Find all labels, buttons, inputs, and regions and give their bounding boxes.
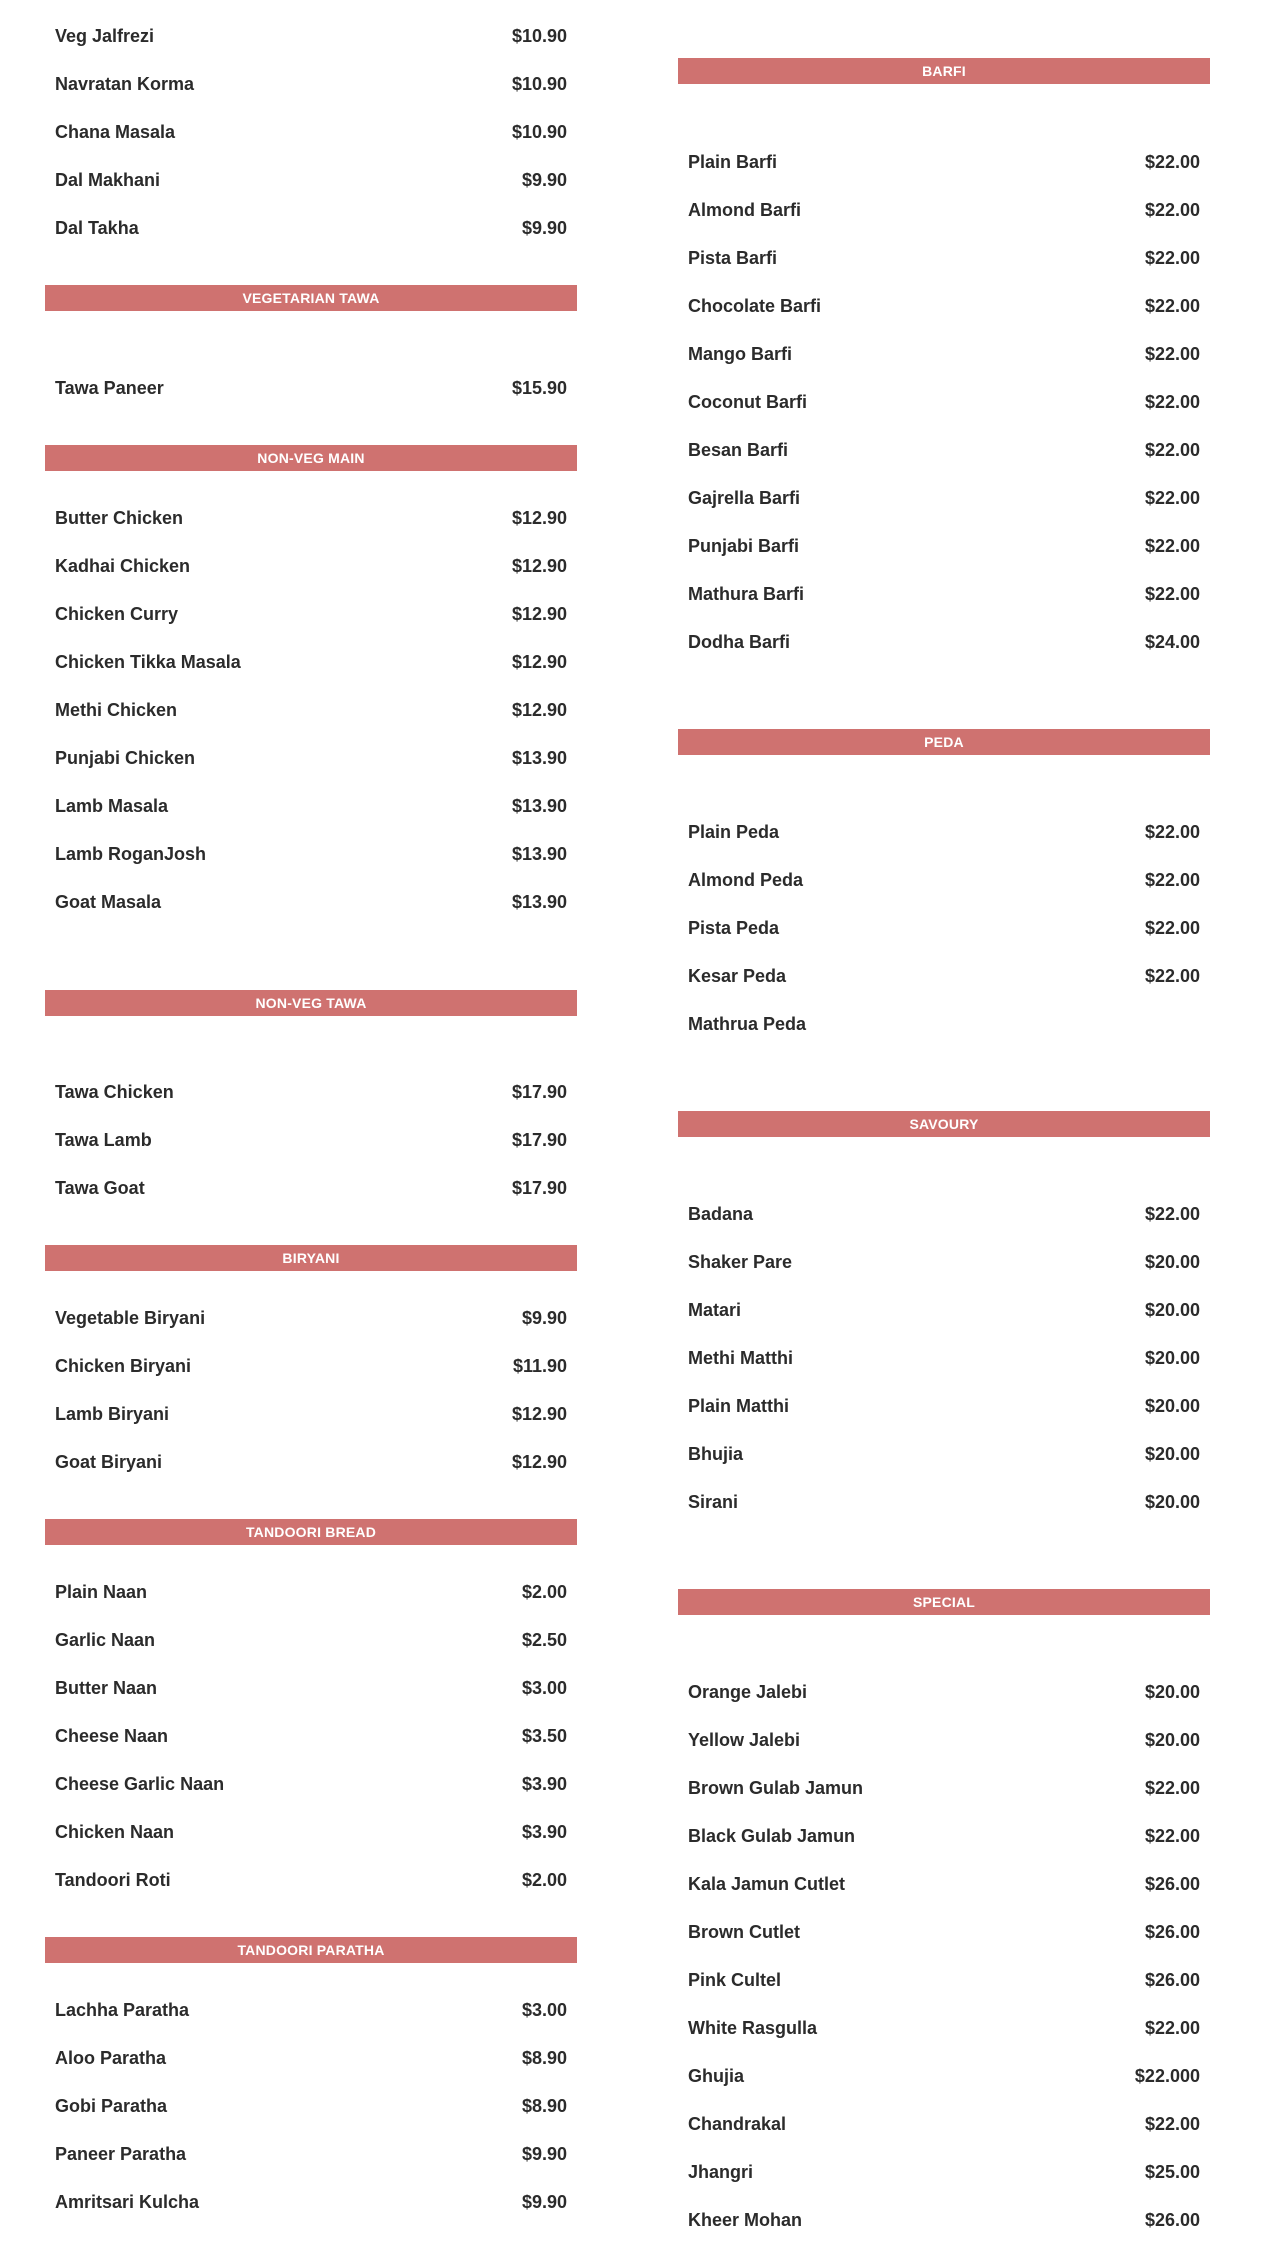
- menu-item-name: Mathrua Peda: [688, 1013, 807, 1034]
- menu-item-name: Dal Makhani: [55, 169, 161, 190]
- menu-item-price: $20.00: [1144, 1681, 1200, 1702]
- menu-item: [45, 1577, 577, 1607]
- menu-item-name: Chicken Biryani: [55, 1355, 192, 1376]
- menu-item-name: Lamb Biryani: [55, 1403, 170, 1424]
- menu-item-name: Kesar Peda: [688, 965, 787, 986]
- menu-item: [678, 1295, 1210, 1325]
- menu-item: [45, 1303, 577, 1333]
- menu-item: [678, 1821, 1210, 1851]
- menu-item-price: $12.90: [511, 651, 567, 672]
- menu-item: [45, 1399, 577, 1429]
- menu-item-name: Brown Gulab Jamun: [688, 1777, 864, 1798]
- section-header-peda: PEDA: [678, 729, 1210, 755]
- menu-item: [45, 887, 577, 917]
- menu-item-price: $22.00: [1144, 295, 1200, 316]
- menu-item: [45, 2187, 577, 2217]
- menu-item-price: $9.90: [521, 217, 567, 238]
- menu-item-price: $22.00: [1144, 487, 1200, 508]
- menu-item-name: Dodha Barfi: [688, 631, 791, 652]
- menu-item-name: Butter Chicken: [55, 507, 184, 528]
- menu-item: [678, 1773, 1210, 1803]
- section-header-savoury: SAVOURY: [678, 1111, 1210, 1137]
- menu-item: [45, 1769, 577, 1799]
- menu-item: [678, 1439, 1210, 1469]
- menu-item-name: Pink Cultel: [688, 1969, 782, 1990]
- menu-item: [45, 743, 577, 773]
- menu-item-name: Brown Cutlet: [688, 1921, 800, 1942]
- menu-item-price: $26.00: [1144, 1921, 1200, 1942]
- section-header-non-veg-tawa: NON-VEG TAWA: [45, 990, 577, 1016]
- menu-item: [45, 213, 577, 243]
- menu-item: [678, 147, 1210, 177]
- menu-item: [678, 1725, 1210, 1755]
- menu-item-price: $12.90: [511, 1403, 567, 1424]
- menu-item-price: $9.90: [521, 169, 567, 190]
- section-header-tandoori-paratha: TANDOORI PARATHA: [45, 1937, 577, 1963]
- menu-item-price: $2.50: [521, 1629, 567, 1650]
- menu-item-name: Punjabi Barfi: [688, 535, 800, 556]
- menu-item: [678, 1199, 1210, 1229]
- menu-item-name: Punjabi Chicken: [55, 747, 196, 768]
- menu-item-name: Badana: [688, 1203, 754, 1224]
- menu-item-price: $2.00: [521, 1581, 567, 1602]
- menu-item: [678, 865, 1210, 895]
- menu-item-name: Gobi Paratha: [55, 2095, 168, 2116]
- menu-item: [45, 1351, 577, 1381]
- menu-item: [678, 579, 1210, 609]
- menu-item-name: Coconut Barfi: [688, 391, 807, 412]
- menu-item: [45, 503, 577, 533]
- menu-item: [45, 2091, 577, 2121]
- menu-item-name: Garlic Naan: [55, 1629, 156, 1650]
- menu-item: [678, 1487, 1210, 1517]
- section-header-biryani: BIRYANI: [45, 1245, 577, 1271]
- menu-item-price: $12.90: [511, 603, 567, 624]
- menu-item-name: Goat Masala: [55, 891, 162, 912]
- menu-item-price: $22.00: [1144, 247, 1200, 268]
- menu-item: [45, 791, 577, 821]
- menu-item-name: Tandoori Roti: [55, 1869, 171, 1890]
- menu-item-price: $26.00: [1144, 1969, 1200, 1990]
- menu-item-name: Veg Jalfrezi: [55, 25, 155, 46]
- menu-item-price: $20.00: [1144, 1729, 1200, 1750]
- menu-item-name: Mango Barfi: [688, 343, 793, 364]
- menu-item: [45, 1625, 577, 1655]
- menu-item-name: Plain Naan: [55, 1581, 148, 1602]
- menu-item-name: Tawa Paneer: [55, 377, 164, 398]
- menu-item-price: $22.00: [1144, 343, 1200, 364]
- menu-item-price: $9.90: [521, 1307, 567, 1328]
- menu-item: [45, 2139, 577, 2169]
- menu-item-name: Black Gulab Jamun: [688, 1825, 856, 1846]
- menu-item-price: $10.90: [511, 25, 567, 46]
- menu-item: [678, 339, 1210, 369]
- menu-item-price: $22.00: [1144, 535, 1200, 556]
- menu-item-price: $22.00: [1144, 1203, 1200, 1224]
- menu-item: [45, 1817, 577, 1847]
- menu-item-name: Chicken Curry: [55, 603, 179, 624]
- section-header-vegetarian-tawa: VEGETARIAN TAWA: [45, 285, 577, 311]
- menu-item-name: Lachha Paratha: [55, 1999, 190, 2020]
- menu-item-name: Jhangri: [688, 2161, 754, 2182]
- menu-item-price: $2.00: [521, 1869, 567, 1890]
- menu-item-price: $22.00: [1144, 391, 1200, 412]
- menu-item-price: $13.90: [511, 843, 567, 864]
- menu-item: [678, 2157, 1210, 2187]
- menu-item-name: Butter Naan: [55, 1677, 158, 1698]
- menu-item: [678, 1869, 1210, 1899]
- menu-item: [678, 387, 1210, 417]
- menu-item: [45, 165, 577, 195]
- menu-item-price: $3.90: [521, 1773, 567, 1794]
- menu-item-name: Cheese Garlic Naan: [55, 1773, 225, 1794]
- menu-item-price: $22.00: [1144, 151, 1200, 172]
- menu-item-price: $22.00: [1144, 199, 1200, 220]
- menu-item-name: Navratan Korma: [55, 73, 195, 94]
- menu-item-price: $12.90: [511, 555, 567, 576]
- menu-item-price: $25.00: [1144, 2161, 1200, 2182]
- menu-item: [45, 1673, 577, 1703]
- menu-item: [45, 1173, 577, 1203]
- menu-item-name: Kala Jamun Cutlet: [688, 1873, 846, 1894]
- menu-item-price: $10.90: [511, 121, 567, 142]
- menu-item-name: Mathura Barfi: [688, 583, 805, 604]
- menu-item-price: $3.50: [521, 1725, 567, 1746]
- menu-item-name: White Rasgulla: [688, 2017, 818, 2038]
- menu-item-price: $15.90: [511, 377, 567, 398]
- menu-item-name: Methi Matthi: [688, 1347, 793, 1368]
- menu-item-price: $22.00: [1144, 917, 1200, 938]
- menu-item-name: Plain Matthi: [688, 1395, 790, 1416]
- menu-item-price: $9.90: [521, 2143, 567, 2164]
- menu-item-price: $22.00: [1144, 1777, 1200, 1798]
- menu-item: [678, 2013, 1210, 2043]
- menu-item: [45, 1447, 577, 1477]
- menu-item-name: Vegetable Biryani: [55, 1307, 206, 1328]
- menu-item: [45, 1721, 577, 1751]
- menu-item: [678, 1677, 1210, 1707]
- menu-item: [678, 627, 1210, 657]
- menu-item-price: $17.90: [511, 1081, 567, 1102]
- menu-item-price: $22.00: [1144, 821, 1200, 842]
- menu-item-price: $20.00: [1144, 1491, 1200, 1512]
- menu-item: [678, 1009, 1210, 1039]
- menu-item-price: $24.00: [1144, 631, 1200, 652]
- menu-item-price: $3.90: [521, 1821, 567, 1842]
- menu-item-name: Orange Jalebi: [688, 1681, 808, 1702]
- menu-item-price: $22.000: [1134, 2065, 1200, 2086]
- menu-item: [678, 1391, 1210, 1421]
- menu-item: [45, 599, 577, 629]
- menu-item-price: $20.00: [1144, 1443, 1200, 1464]
- menu-item: [678, 531, 1210, 561]
- menu-item-price: $17.90: [511, 1129, 567, 1150]
- menu-item-name: Yellow Jalebi: [688, 1729, 801, 1750]
- menu-item-name: Aloo Paratha: [55, 2047, 167, 2068]
- menu-item-name: Dal Takha: [55, 217, 139, 238]
- menu-item-name: Pista Peda: [688, 917, 780, 938]
- menu-item-name: Plain Peda: [688, 821, 780, 842]
- menu-item: [45, 2043, 577, 2073]
- menu-item: [45, 21, 577, 51]
- menu-item: [45, 551, 577, 581]
- menu-item: [678, 2109, 1210, 2139]
- menu-item-price: $22.00: [1144, 2113, 1200, 2134]
- menu-item-name: Sirani: [688, 1491, 739, 1512]
- menu-item: [678, 435, 1210, 465]
- menu-item: [45, 647, 577, 677]
- menu-item-price: $10.90: [511, 73, 567, 94]
- menu-item: [45, 117, 577, 147]
- menu-item: [45, 695, 577, 725]
- menu-item-name: Almond Barfi: [688, 199, 802, 220]
- menu-item: [45, 1995, 577, 2025]
- menu-item-price: $26.00: [1144, 2209, 1200, 2230]
- menu-item: [678, 817, 1210, 847]
- menu-item: [678, 483, 1210, 513]
- menu-item: [678, 1917, 1210, 1947]
- menu-item-price: $22.00: [1144, 869, 1200, 890]
- menu-item-price: $13.90: [511, 891, 567, 912]
- menu-item-name: Tawa Lamb: [55, 1129, 152, 1150]
- menu-item-name: Tawa Chicken: [55, 1081, 174, 1102]
- menu-item-price: $20.00: [1144, 1251, 1200, 1272]
- menu-item: [678, 913, 1210, 943]
- section-header-special: SPECIAL: [678, 1589, 1210, 1615]
- menu-item-price: $8.90: [521, 2047, 567, 2068]
- menu-item-name: Kadhai Chicken: [55, 555, 191, 576]
- menu-item-price: $22.00: [1144, 965, 1200, 986]
- menu-item: [678, 243, 1210, 273]
- menu-item-price: $3.00: [521, 1999, 567, 2020]
- menu-item-name: Chocolate Barfi: [688, 295, 822, 316]
- menu-item: [45, 1125, 577, 1155]
- menu-item-name: Goat Biryani: [55, 1451, 163, 1472]
- menu-item-name: Cheese Naan: [55, 1725, 169, 1746]
- section-header-tandoori-bread: TANDOORI BREAD: [45, 1519, 577, 1545]
- menu-item-name: Tawa Goat: [55, 1177, 145, 1198]
- section-header-barfi: BARFI: [678, 58, 1210, 84]
- menu-item-name: Chana Masala: [55, 121, 176, 142]
- menu-item-name: Almond Peda: [688, 869, 804, 890]
- menu-item: [45, 373, 577, 403]
- menu-item-name: Kheer Mohan: [688, 2209, 803, 2230]
- menu-item-price: $17.90: [511, 1177, 567, 1198]
- menu-item-name: Shaker Pare: [688, 1251, 793, 1272]
- menu-item-price: $12.90: [511, 1451, 567, 1472]
- menu-item-name: Amritsari Kulcha: [55, 2191, 200, 2212]
- menu-item-name: Chicken Naan: [55, 1821, 175, 1842]
- menu-item: [678, 2061, 1210, 2091]
- menu-item-price: $13.90: [511, 747, 567, 768]
- menu-item: [678, 2205, 1210, 2235]
- menu-item-name: Matari: [688, 1299, 742, 1320]
- section-header-non-veg-main: NON-VEG MAIN: [45, 445, 577, 471]
- menu-item-price: $20.00: [1144, 1347, 1200, 1368]
- menu-item: [678, 961, 1210, 991]
- menu-item-price: $12.90: [511, 507, 567, 528]
- menu-item: [678, 1247, 1210, 1277]
- menu-item-price: $22.00: [1144, 1825, 1200, 1846]
- menu-item: [45, 1077, 577, 1107]
- menu-item-price: $26.00: [1144, 1873, 1200, 1894]
- menu-item-price: $11.90: [512, 1355, 567, 1376]
- menu-item-price: $12.90: [511, 699, 567, 720]
- menu-item: [45, 1865, 577, 1895]
- menu-item-price: $9.90: [521, 2191, 567, 2212]
- menu-item-price: $22.00: [1144, 583, 1200, 604]
- menu-item-name: Methi Chicken: [55, 699, 178, 720]
- menu-item-name: Paneer Paratha: [55, 2143, 187, 2164]
- menu-item-price: $22.00: [1144, 439, 1200, 460]
- menu-item-name: Chandrakal: [688, 2113, 787, 2134]
- menu-item-price: $3.00: [521, 1677, 567, 1698]
- menu-item-price: $20.00: [1144, 1299, 1200, 1320]
- menu-item: [45, 69, 577, 99]
- menu-item: [678, 1343, 1210, 1373]
- menu-item-name: Lamb Masala: [55, 795, 169, 816]
- menu-item-name: Ghujia: [688, 2065, 745, 2086]
- menu-item-name: Lamb RoganJosh: [55, 843, 207, 864]
- menu-item: [678, 1965, 1210, 1995]
- menu-item-name: Plain Barfi: [688, 151, 778, 172]
- menu-item-price: $22.00: [1144, 2017, 1200, 2038]
- menu-item-name: Chicken Tikka Masala: [55, 651, 241, 672]
- menu-item: [678, 291, 1210, 321]
- menu-item-name: Gajrella Barfi: [688, 487, 801, 508]
- menu-item-price: $13.90: [511, 795, 567, 816]
- menu-item: [678, 195, 1210, 225]
- menu-item-name: Pista Barfi: [688, 247, 778, 268]
- menu-item-price: $8.90: [521, 2095, 567, 2116]
- menu-item: [45, 839, 577, 869]
- menu-item-name: Bhujia: [688, 1443, 744, 1464]
- menu-item-name: Besan Barfi: [688, 439, 789, 460]
- menu-item-price: $20.00: [1144, 1395, 1200, 1416]
